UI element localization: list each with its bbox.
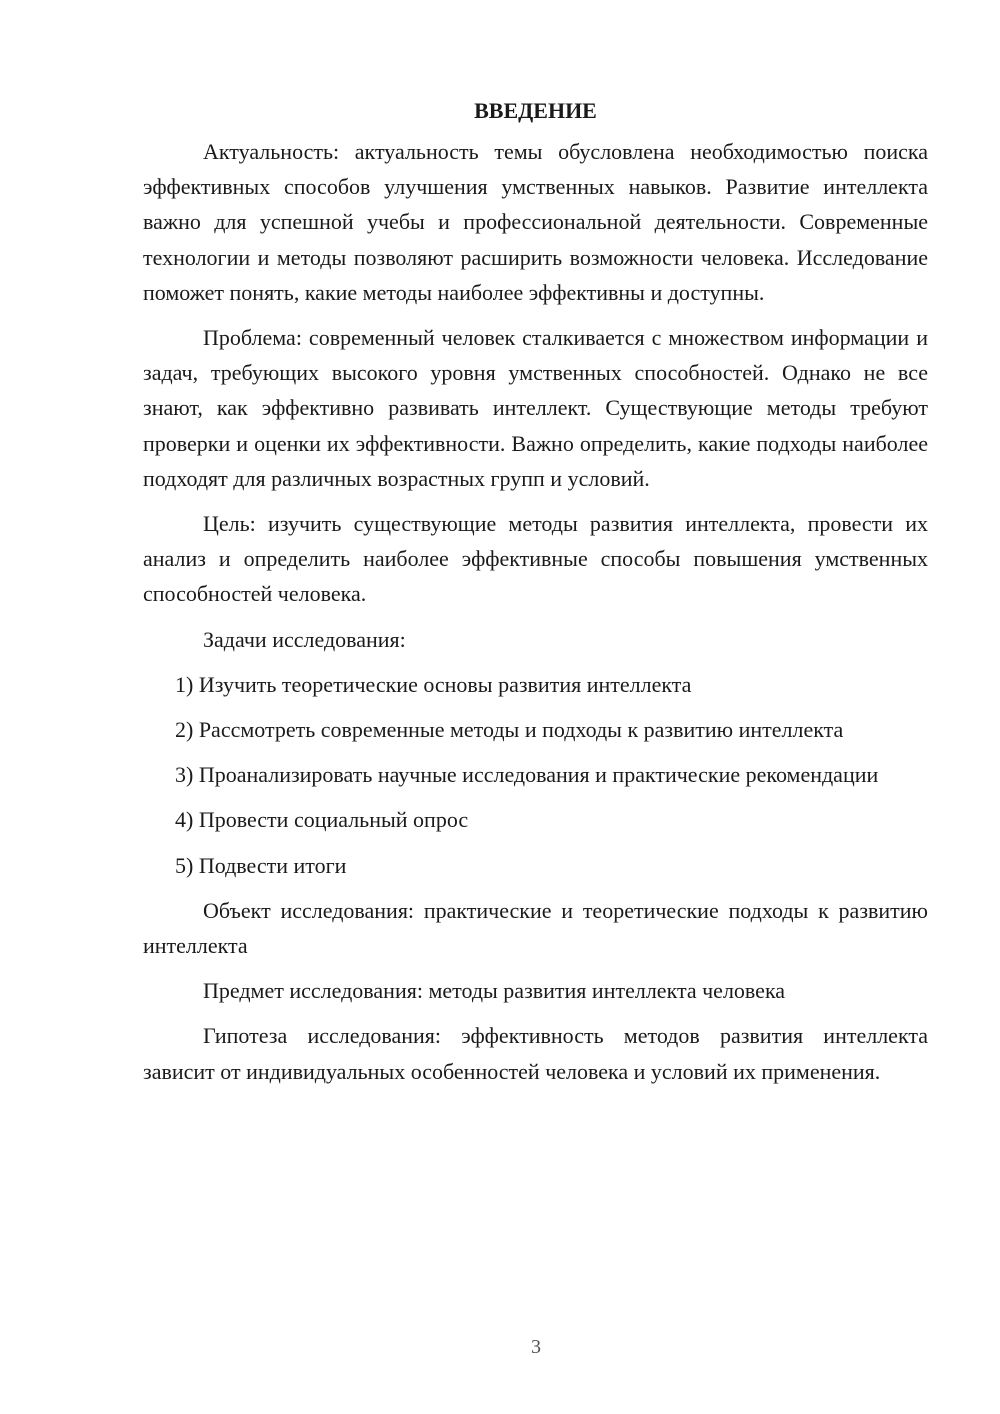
- task-item: 4) Провести социальный опрос: [175, 807, 469, 833]
- hypothesis-paragraph: Гипотеза исследования: эффективность методов развития интеллекта зависит от индивидуальных особенностей человека и условий их применения.: [143, 1023, 928, 1084]
- task-item: 1) Изучить теоретические основы развития интеллекта: [175, 671, 692, 697]
- problem-paragraph: Проблема: современный человек сталкивается с множеством информации и задач, требующих высокого уровня умственных способностей. Однако не все знают, как эффективно развивать интеллект. Существующие методы требуют проверки и оценки их эффективности. Важно определить, какие подходы наиболее подходят для различных возрастных групп и условий.: [143, 325, 928, 491]
- page-number: 3: [531, 1336, 541, 1358]
- tasks-heading: Задачи исследования:: [203, 626, 406, 652]
- subject-paragraph: Предмет исследования: методы развития интеллекта человека: [203, 978, 786, 1004]
- object-paragraph: Объект исследования: практические и теоретические подходы к развитию интеллекта: [143, 897, 928, 959]
- goal-paragraph: Цель: изучить существующие методы развития интеллекта, провести их анализ и определить наиболее эффективные способы повышения умственных способностей человека.: [143, 511, 928, 607]
- task-item: 3) Проанализировать научные исследования и практические рекомендации: [175, 762, 879, 788]
- section-title: ВВЕДЕНИЕ: [474, 98, 597, 123]
- page-content: [143, 96, 928, 1089]
- task-item: 5) Подвести итоги: [175, 852, 347, 878]
- task-item: 2) Рассмотреть современные методы и подходы к развитию интеллекта: [175, 717, 844, 743]
- relevance-paragraph: Актуальность: актуальность темы обусловлена необходимостью поиска эффективных способов улучшения умственных навыков. Развитие интеллекта важно для успешной учебы и профессиональной деятельности. Современные технологии и методы позволяют расширить возможности человека. Исследование поможет понять, какие методы наиболее эффективны и доступны.: [143, 139, 928, 305]
